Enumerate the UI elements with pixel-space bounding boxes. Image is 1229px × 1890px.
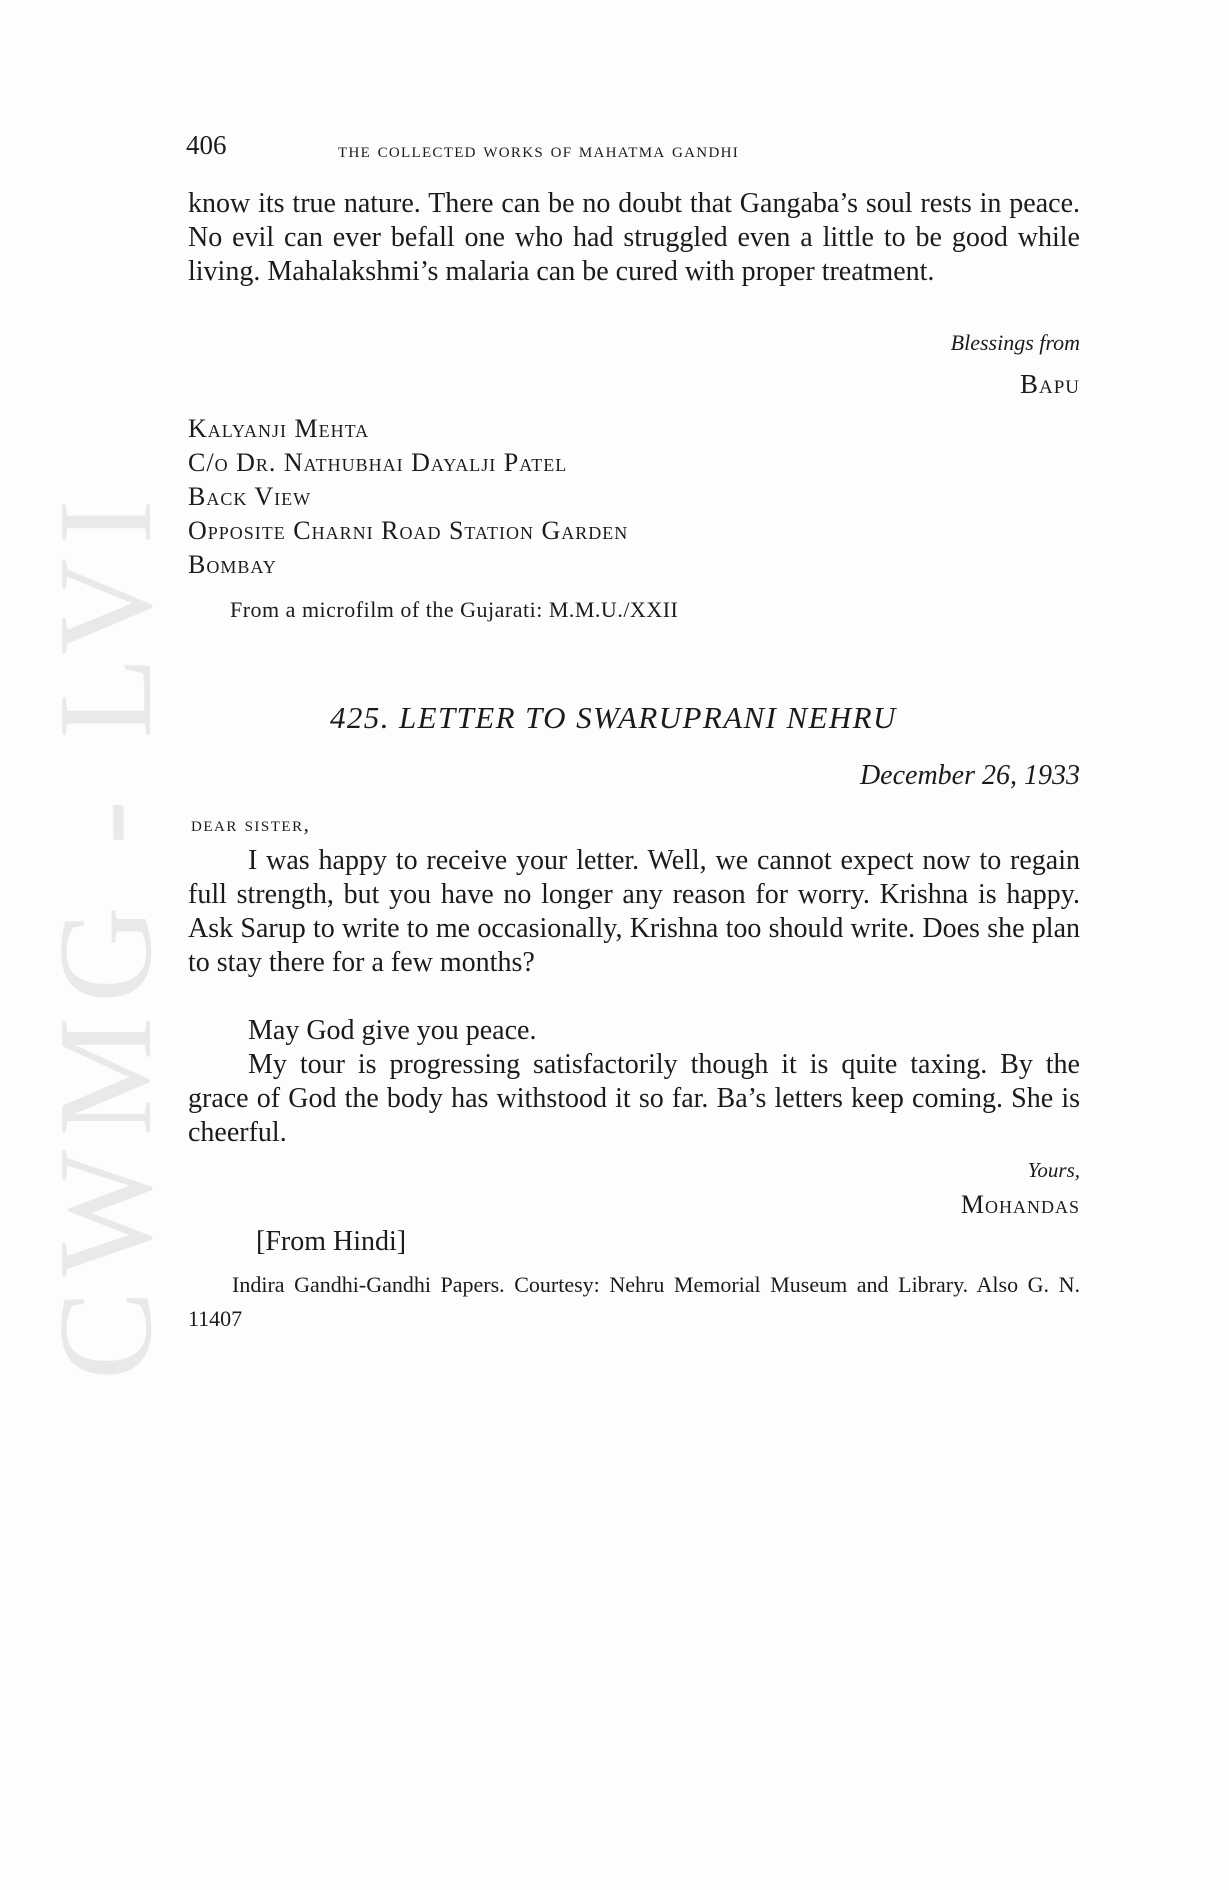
letter-paragraph: I was happy to receive your letter. Well, we cannot expect now to regain full strength, but you have no longer any reason for worry. Krishna is happy. Ask Sarup to write to me occasionally, Krishna too should write. Does she plan to stay there for a few months? <box>188 845 1080 978</box>
letter-date: December 26, 1933 <box>859 760 1080 791</box>
letter-paragraph: May God give you peace. <box>248 1015 537 1046</box>
letter-title: 425. LETTER TO SWARUPRANI NEHRU <box>330 700 897 735</box>
running-title: the collected works of mahatma gandhi <box>338 138 740 162</box>
language-note: [From Hindi] <box>256 1226 407 1257</box>
closing-yours: Yours, <box>1027 1158 1080 1182</box>
address-block <box>188 412 628 582</box>
letter-paragraph: My tour is progressing satisfactorily though it is quite taxing. By the grace of God the body has withstood it so far. Ba’s letters keep coming. She is cheerful. <box>188 1049 1080 1148</box>
address-line: Opposite Charni Road Station Garden <box>188 516 629 545</box>
signature-mohandas: Mohandas <box>960 1190 1080 1219</box>
signature-bapu: Bapu <box>1019 369 1080 399</box>
source-citation: Indira Gandhi-Gandhi Papers. Courtesy: Nehru Memorial Museum and Library. Also G. N. 11407 <box>188 1272 1080 1331</box>
address-line: Back View <box>188 482 312 511</box>
watermark: CWMG - LVI <box>31 485 179 1380</box>
continuation-paragraph: know its true nature. There can be no doubt that Gangaba’s soul rests in peace. No evil can ever befall one who had struggled even a little to be good while living. Mahalakshmi’s malaria can be cured with proper treatment. <box>188 188 1080 287</box>
salutation: dear sister, <box>191 812 311 836</box>
page-number: 406 <box>186 130 227 160</box>
address-line: C/o Dr. Nathubhai Dayalji Patel <box>188 448 568 477</box>
address-line: Kalyanji Mehta <box>188 414 370 443</box>
closing-blessing: Blessings from <box>950 330 1080 355</box>
address-line: Bombay <box>188 550 277 579</box>
source-note: From a microfilm of the Gujarati: M.M.U./XXII <box>230 597 679 622</box>
